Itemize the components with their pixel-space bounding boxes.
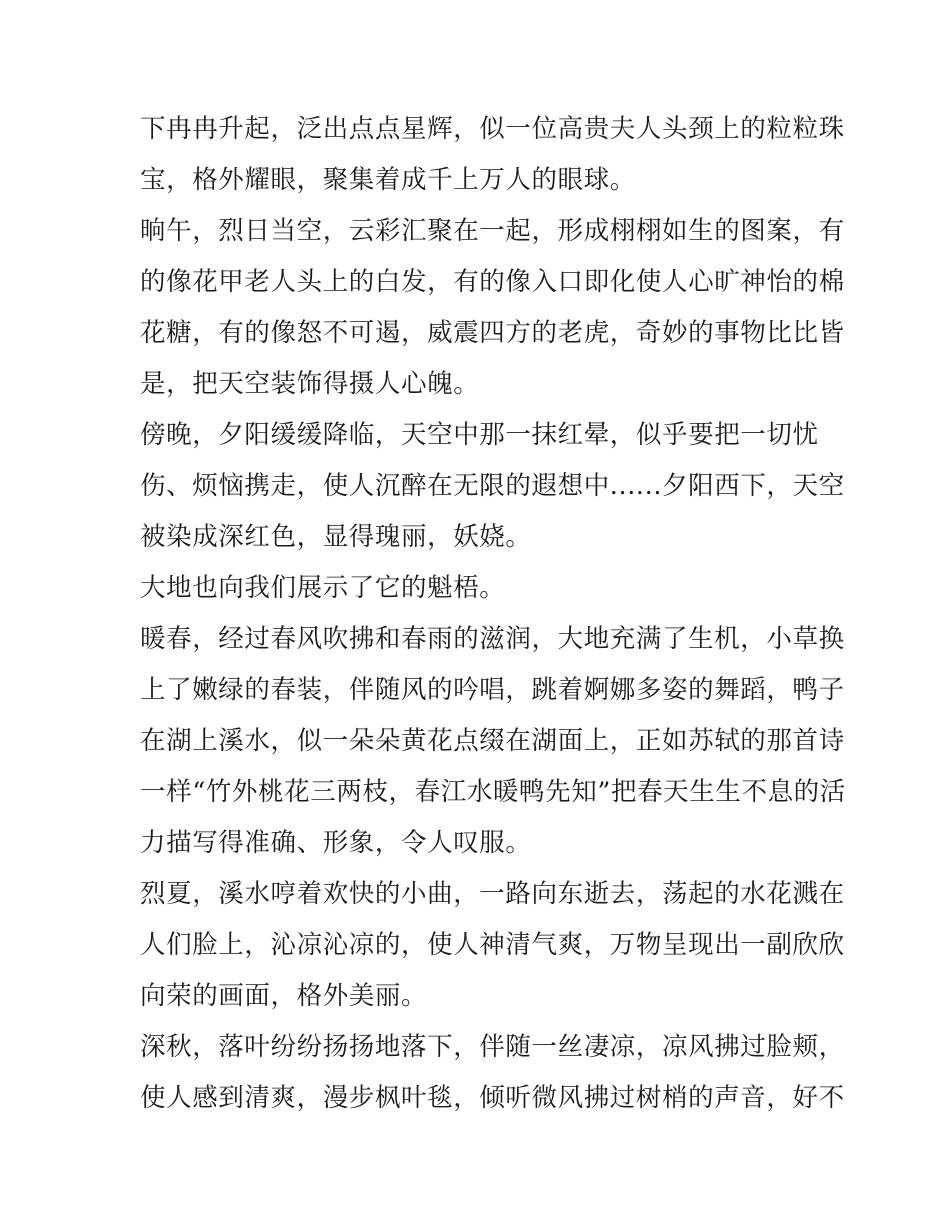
text-line: 在湖上溪水，似一朵朵黄花点缀在湖面上，正如苏轼的那首诗 bbox=[140, 726, 845, 756]
text-line: 是，把天空装饰得摄人心魄。 bbox=[140, 369, 480, 399]
text-line: 烈夏，溪水哼着欢快的小曲，一路向东逝去，荡起的水花溅在 bbox=[140, 879, 845, 909]
text-line: 的像花甲老人头上的白发，有的像入口即化使人心旷神怡的棉 bbox=[140, 267, 845, 297]
essay-text-block bbox=[140, 104, 846, 1124]
text-line: 伤、烦恼携走，使人沉醉在无限的遐想中......夕阳西下，天空 bbox=[140, 471, 845, 501]
text-line: 暖春，经过春风吹拂和春雨的滋润，大地充满了生机，小草换 bbox=[140, 624, 845, 654]
text-line: 使人感到清爽，漫步枫叶毯，倾听微风拂过树梢的声音，好不 bbox=[140, 1083, 845, 1113]
text-line: 上了嫩绿的春装，伴随风的吟唱，跳着婀娜多姿的舞蹈，鸭子 bbox=[140, 675, 845, 705]
text-line: 花糖，有的像怒不可遏，威震四方的老虎，奇妙的事物比比皆 bbox=[140, 318, 845, 348]
text-line: 一样“竹外桃花三两枝，春江水暖鸭先知”把春天生生不息的活 bbox=[140, 777, 846, 807]
text-line: 向荣的画面，格外美丽。 bbox=[140, 981, 428, 1011]
text-line: 人们脸上，沁凉沁凉的，使人神清气爽，万物呈现出一副欣欣 bbox=[140, 930, 845, 960]
text-line: 下冉冉升起，泛出点点星辉，似一位高贵夫人头颈上的粒粒珠 bbox=[140, 114, 845, 144]
text-line: 大地也向我们展示了它的魁梧。 bbox=[140, 573, 506, 603]
text-line: 宝，格外耀眼，聚集着成千上万人的眼球。 bbox=[140, 165, 636, 195]
text-line: 深秋，落叶纷纷扬扬地落下，伴随一丝凄凉，凉风拂过脸颊， bbox=[140, 1032, 845, 1062]
text-line: 傍晚，夕阳缓缓降临，天空中那一抹红晕，似乎要把一切忧 bbox=[140, 420, 819, 450]
text-line: 力描写得准确、形象，令人叹服。 bbox=[140, 828, 532, 858]
text-line: 被染成深红色，显得瑰丽，妖娆。 bbox=[140, 522, 532, 552]
text-line: 晌午，烈日当空，云彩汇聚在一起，形成栩栩如生的图案，有 bbox=[140, 216, 845, 246]
